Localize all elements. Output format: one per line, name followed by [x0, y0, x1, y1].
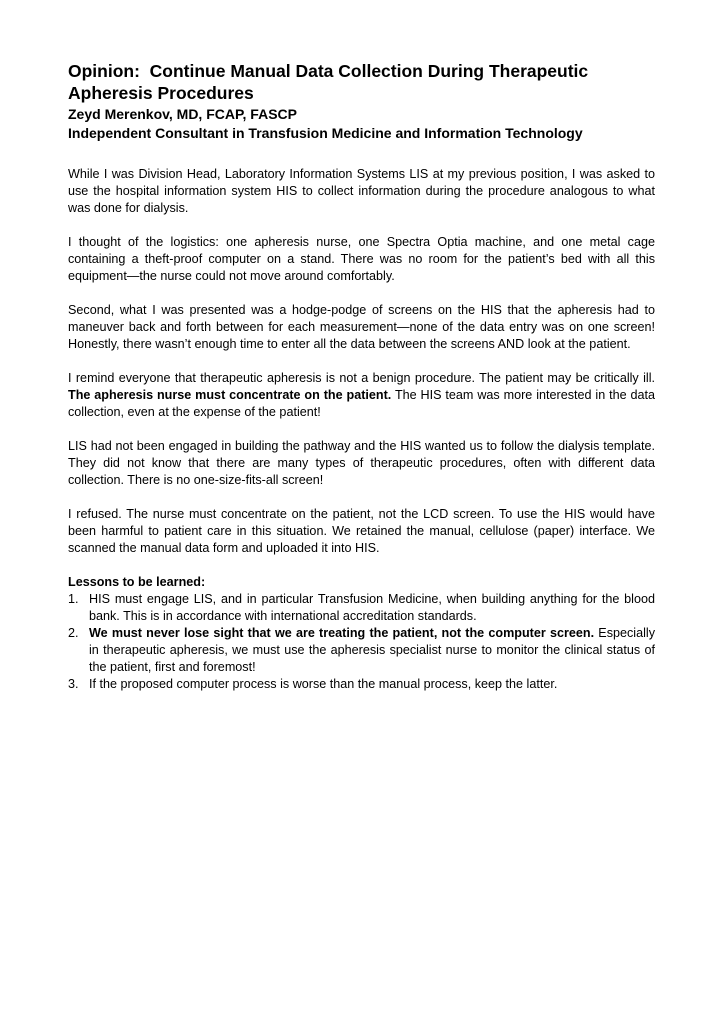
paragraph-6: I refused. The nurse must concentrate on the patient, not the LCD screen. To use the HIS would have been harmful to patient care in this situation. We retained the manual, cellulose (paper) interface. We scanned the manual data form and uploaded it into HIS. — [68, 507, 655, 555]
paragraph-5: LIS had not been engaged in building the pathway and the HIS wanted us to follow the dialysis template. They did not know that there are many types of therapeutic procedures, often with different data collection. There is no one-size-fits-all screen! — [68, 439, 655, 487]
lesson-item-3-text: If the proposed computer process is worse than the manual process, keep the latter. — [89, 677, 558, 691]
paragraph-2: I thought of the logistics: one apheresis nurse, one Spectra Optia machine, and one metal cage containing a theft-proof computer on a stand. There was no room for the patient’s bed with all this equipment—the nurse could not move around comfortably. — [68, 235, 655, 283]
document-title — [68, 60, 655, 104]
affiliation-line: Independent Consultant in Transfusion Medicine and Information Technology — [68, 125, 583, 141]
lesson-item-1-number: 1. — [68, 592, 79, 606]
document-title-line-2: Apheresis Procedures — [68, 83, 254, 103]
lessons-heading: Lessons to be learned: — [68, 575, 206, 589]
lesson-item-2-bold-sentence: We must never lose sight that we are treating the patient, not the computer screen. — [89, 626, 595, 640]
lesson-item-2-text — [89, 625, 655, 676]
lesson-item-1-text: HIS must engage LIS, and in particular Transfusion Medicine, when building anything for the blood bank. This is in accordance with international accreditation standards. — [89, 592, 655, 623]
paragraph-4 — [68, 370, 655, 421]
document-title-line-1: Opinion: Continue Manual Data Collection During Therapeutic — [68, 61, 589, 81]
paragraph-4-text: I remind everyone that therapeutic apheresis is not a benign procedure. The patient may be critically ill. — [68, 371, 655, 385]
lesson-item-1 — [68, 591, 655, 625]
lesson-item-3 — [68, 676, 655, 693]
lesson-item-2-number: 2. — [68, 626, 79, 640]
paragraph-3: Second, what I was presented was a hodge-podge of screens on the HIS that the apheresis had to maneuver back and forth between for each measurement—none of the data entry was on one screen! Honestly, there wasn’t enough time to enter all the data between the screens AND look at the patient. — [68, 303, 655, 351]
lesson-item-2-rest: Especially in therapeutic apheresis, we must use the apheresis specialist nurse to monitor the clinical status of the patient, first and foremost! — [89, 626, 655, 674]
document-content — [68, 60, 655, 693]
paragraph-1: While I was Division Head, Laboratory Information Systems LIS at my previous position, I was asked to use the hospital information system HIS to collect information during the procedure analogous to what was done for dialysis. — [68, 167, 655, 215]
lesson-item-3-number: 3. — [68, 677, 79, 691]
lesson-item-2 — [68, 625, 655, 676]
author-line: Zeyd Merenkov, MD, FCAP, FASCP — [68, 106, 297, 122]
paragraph-4-text-after: The HIS team was more interested in the data collection, even at the expense of the patient! — [68, 388, 656, 419]
paragraph-4-bold-sentence: The apheresis nurse must concentrate on the patient. — [68, 388, 392, 402]
